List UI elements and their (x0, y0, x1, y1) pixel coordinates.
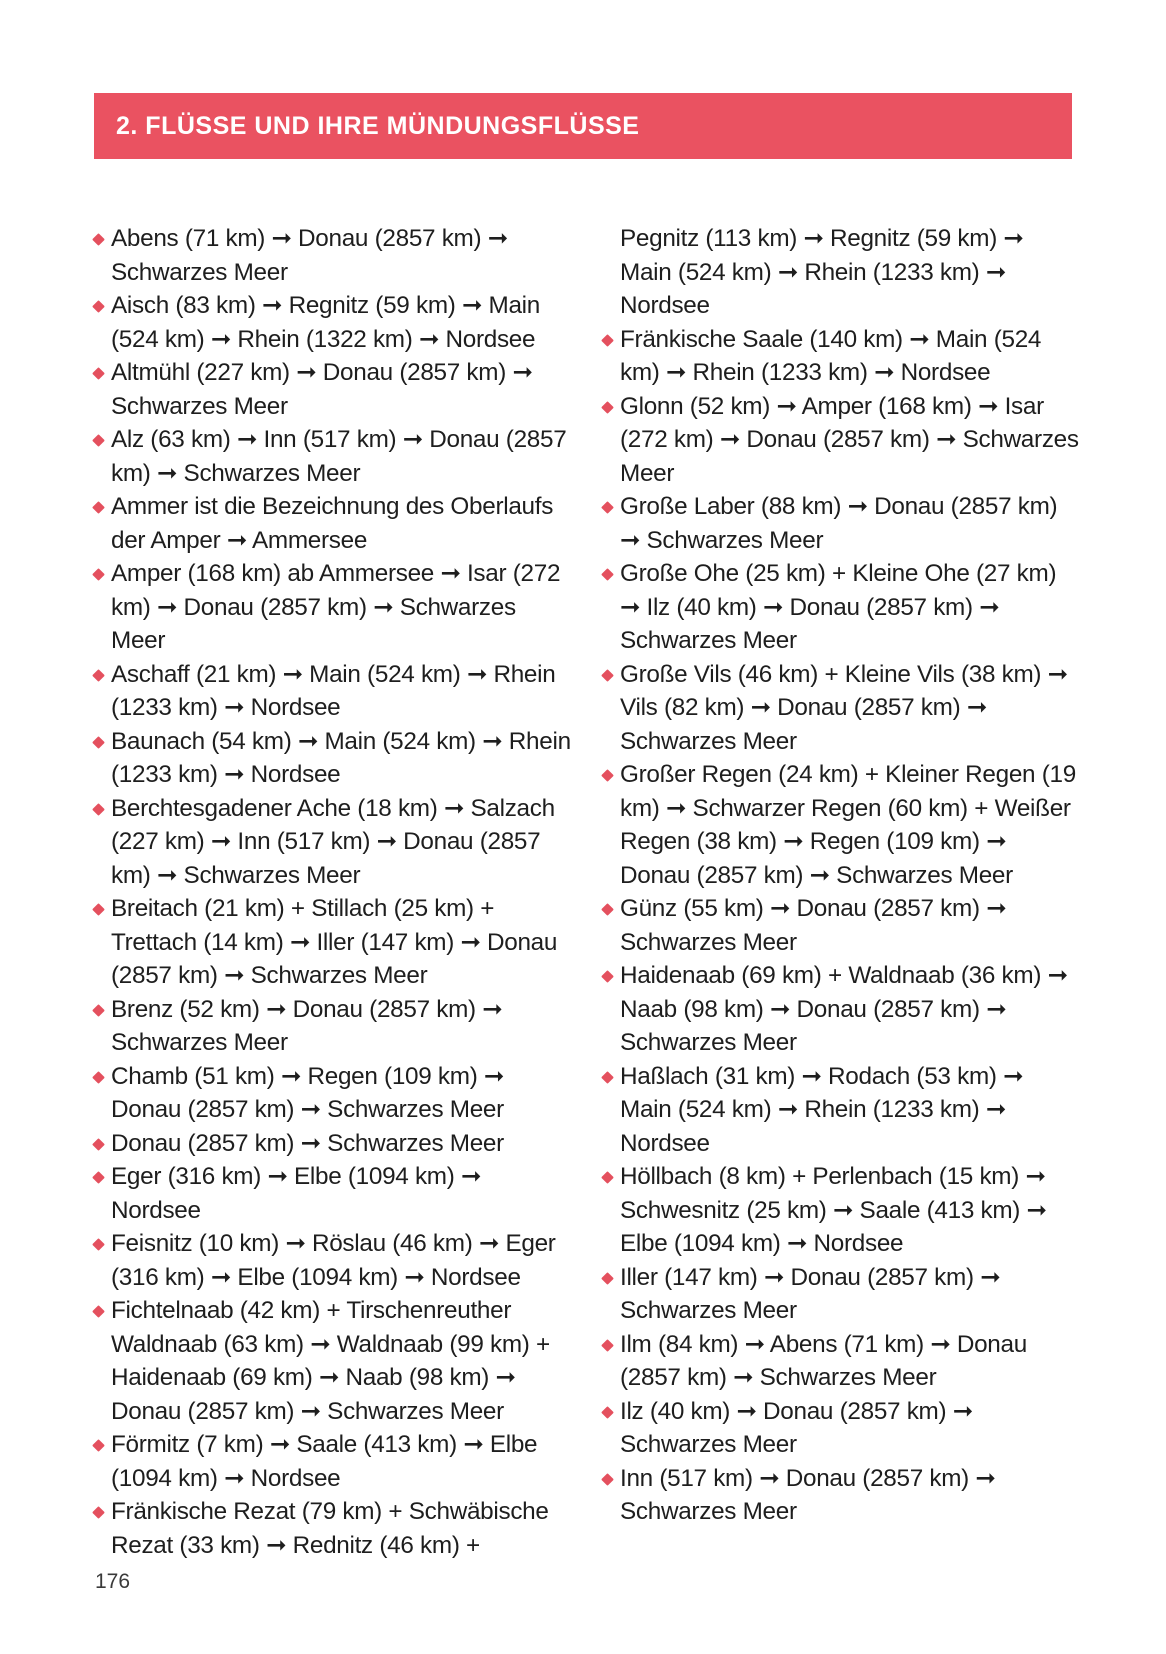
bullet-diamond-icon (92, 1071, 105, 1084)
section-header-bar (94, 93, 1072, 159)
list-item-text: Amper (168 km) ab Ammersee ➞ Isar (272 km) ➞ Donau (2857 km) ➞ Schwarzes Meer (111, 560, 561, 654)
list-item (601, 490, 1079, 557)
list-item-text: Altmühl (227 km) ➞ Donau (2857 km) ➞ Schwarzes Meer (111, 359, 533, 420)
list-item (601, 1462, 1079, 1529)
bullet-diamond-icon (601, 769, 614, 782)
list-item (92, 222, 572, 289)
list-item (92, 1060, 572, 1127)
bullet-diamond-icon (92, 501, 105, 514)
bullet-diamond-icon (92, 233, 105, 246)
list-item-text: Große Ohe (25 km) + Kleine Ohe (27 km) ➞ Ilz (40 km) ➞ Donau (2857 km) ➞ Schwarzes Meer (620, 560, 1057, 654)
bullet-diamond-icon (92, 1305, 105, 1318)
list-item-continuation: Pegnitz (113 km) ➞ Regnitz (59 km) ➞ Main (524 km) ➞ Rhein (1233 km) ➞ Nordsee (620, 225, 1024, 319)
list-item-text: Günz (55 km) ➞ Donau (2857 km) ➞ Schwarzes Meer (620, 895, 1007, 956)
list-item-text: Aschaff (21 km) ➞ Main (524 km) ➞ Rhein (1233 km) ➞ Nordsee (111, 660, 556, 721)
list-item-text: Haidenaab (69 km) + Waldnaab (36 km) ➞ Naab (98 km) ➞ Donau (2857 km) ➞ Schwarzes Meer (620, 962, 1068, 1056)
page-number: 176 (95, 1570, 131, 1593)
list-item-text: Glonn (52 km) ➞ Amper (168 km) ➞ Isar (272 km) ➞ Donau (2857 km) ➞ Schwarzes Meer (620, 392, 1079, 487)
bullet-diamond-icon (601, 1473, 614, 1486)
list-item-text: Baunach (54 km) ➞ Main (524 km) ➞ Rhein (1233 km) ➞ Nordsee (111, 727, 571, 788)
list-item-text: Chamb (51 km) ➞ Regen (109 km) ➞ Donau (2857 km) ➞ Schwarzes Meer (111, 1062, 504, 1123)
list-item (601, 1328, 1079, 1395)
list-item-text: Berchtesgadener Ache (18 km) ➞ Salzach (227 km) ➞ Inn (517 km) ➞ Donau (2857 km) ➞ Schwarzes Meer (111, 794, 555, 889)
list-item-text: Brenz (52 km) ➞ Donau (2857 km) ➞ Schwarzes Meer (111, 995, 503, 1056)
list-item (92, 1160, 572, 1227)
list-item (92, 725, 572, 792)
list-item-text: Fränkische Rezat (79 km) + Schwäbische Rezat (33 km) ➞ Rednitz (46 km) + (111, 1498, 549, 1559)
list-item (92, 993, 572, 1060)
bullet-diamond-icon (92, 1506, 105, 1519)
list-item (92, 658, 572, 725)
list-item (92, 1227, 572, 1294)
list-item-text: Iller (147 km) ➞ Donau (2857 km) ➞ Schwarzes Meer (620, 1263, 1001, 1324)
list-item (92, 792, 572, 893)
bullet-diamond-icon (601, 568, 614, 581)
list-item (92, 1294, 572, 1428)
list-item-text: Ilm (84 km) ➞ Abens (71 km) ➞ Donau (2857 km) ➞ Schwarzes Meer (620, 1330, 1027, 1391)
list-item-text: Inn (517 km) ➞ Donau (2857 km) ➞ Schwarzes Meer (620, 1464, 996, 1525)
list-item (92, 490, 572, 557)
list-item-text: Breitach (21 km) + Stillach (25 km) + Trettach (14 km) ➞ Iller (147 km) ➞ Donau (2857 km) ➞ Schwarzes Meer (111, 895, 558, 989)
bullet-diamond-icon (601, 1406, 614, 1419)
list-item-text: Donau (2857 km) ➞ Schwarzes Meer (111, 1129, 504, 1157)
bullet-diamond-icon (601, 1272, 614, 1285)
list-item (92, 1127, 572, 1161)
bullet-diamond-icon (92, 1138, 105, 1151)
bullet-diamond-icon (92, 903, 105, 916)
bullet-diamond-icon (92, 1004, 105, 1017)
list-item (601, 557, 1079, 658)
list-item-text: Förmitz (7 km) ➞ Saale (413 km) ➞ Elbe (1094 km) ➞ Nordsee (111, 1431, 538, 1492)
list-item (92, 289, 572, 356)
list-item-text: Feisnitz (10 km) ➞ Röslau (46 km) ➞ Eger (316 km) ➞ Elbe (1094 km) ➞ Nordsee (111, 1230, 556, 1291)
list-item (92, 557, 572, 658)
list-item-text: Eger (316 km) ➞ Elbe (1094 km) ➞ Nordsee (111, 1163, 482, 1224)
list-item (601, 892, 1079, 959)
bullet-diamond-icon (601, 501, 614, 514)
list-item-text: Abens (71 km) ➞ Donau (2857 km) ➞ Schwarzes Meer (111, 225, 508, 286)
bullet-diamond-icon (601, 970, 614, 983)
list-item (601, 658, 1079, 759)
list-item-text: Haßlach (31 km) ➞ Rodach (53 km) ➞ Main (524 km) ➞ Rhein (1233 km) ➞ Nordsee (620, 1062, 1024, 1157)
bullet-diamond-icon (92, 803, 105, 816)
list-item-text: Alz (63 km) ➞ Inn (517 km) ➞ Donau (2857 km) ➞ Schwarzes Meer (111, 426, 567, 487)
bullet-diamond-icon (601, 334, 614, 347)
list-item (601, 758, 1079, 892)
list-item (601, 323, 1079, 390)
bullet-diamond-icon (601, 669, 614, 682)
bullet-diamond-icon (92, 568, 105, 581)
list-item-text: Ilz (40 km) ➞ Donau (2857 km) ➞ Schwarzes Meer (620, 1397, 973, 1458)
list-item-text: Ammer ist die Bezeichnung des Oberlaufs der Amper ➞ Ammersee (111, 493, 554, 554)
bullet-diamond-icon (92, 300, 105, 313)
list-item-text: Aisch (83 km) ➞ Regnitz (59 km) ➞ Main (524 km) ➞ Rhein (1322 km) ➞ Nordsee (111, 292, 540, 353)
bullet-diamond-icon (601, 1071, 614, 1084)
bullet-diamond-icon (601, 401, 614, 414)
right-column (601, 222, 1079, 1529)
bullet-diamond-icon (601, 903, 614, 916)
list-item (601, 1060, 1079, 1161)
list-item (601, 390, 1079, 491)
bullet-diamond-icon (92, 1439, 105, 1452)
list-item (92, 1428, 572, 1495)
list-item (601, 1261, 1079, 1328)
list-item (92, 356, 572, 423)
list-item-text: Große Vils (46 km) + Kleine Vils (38 km) ➞ Vils (82 km) ➞ Donau (2857 km) ➞ Schwarzes Meer (620, 660, 1068, 755)
list-item-text: Fichtelnaab (42 km) + Tirschenreuther Waldnaab (63 km) ➞ Waldnaab (99 km) + Haidenaab (69 km) ➞ Naab (98 km) ➞ Donau (2857 km) ➞ Schwarzes Meer (111, 1297, 550, 1425)
left-column (92, 222, 572, 1562)
bullet-diamond-icon (92, 669, 105, 682)
list-item-text: Großer Regen (24 km) + Kleiner Regen (19 km) ➞ Schwarzer Regen (60 km) + Weißer Regen (38 km) ➞ Regen (109 km) ➞ Donau (2857 km) ➞ Schwarzes Meer (620, 761, 1076, 889)
bullet-diamond-icon (92, 736, 105, 749)
list-item (92, 892, 572, 993)
bullet-diamond-icon (92, 1238, 105, 1251)
bullet-diamond-icon (601, 1339, 614, 1352)
bullet-diamond-icon (92, 434, 105, 447)
bullet-diamond-icon (601, 1171, 614, 1184)
list-item (601, 959, 1079, 1060)
list-item (601, 1395, 1079, 1462)
section-title: 2. FLÜSSE UND IHRE MÜNDUNGSFLÜSSE (116, 112, 640, 140)
bullet-diamond-icon (92, 367, 105, 380)
list-item (92, 1495, 572, 1562)
list-item-text: Große Laber (88 km) ➞ Donau (2857 km) ➞ Schwarzes Meer (620, 493, 1058, 554)
bullet-diamond-icon (92, 1171, 105, 1184)
list-item (601, 1160, 1079, 1261)
list-item-text: Höllbach (8 km) + Perlenbach (15 km) ➞ Schwesnitz (25 km) ➞ Saale (413 km) ➞ Elbe (1094 km) ➞ Nordsee (620, 1163, 1047, 1257)
list-item-text: Fränkische Saale (140 km) ➞ Main (524 km) ➞ Rhein (1233 km) ➞ Nordsee (620, 325, 1042, 386)
list-item (92, 423, 572, 490)
